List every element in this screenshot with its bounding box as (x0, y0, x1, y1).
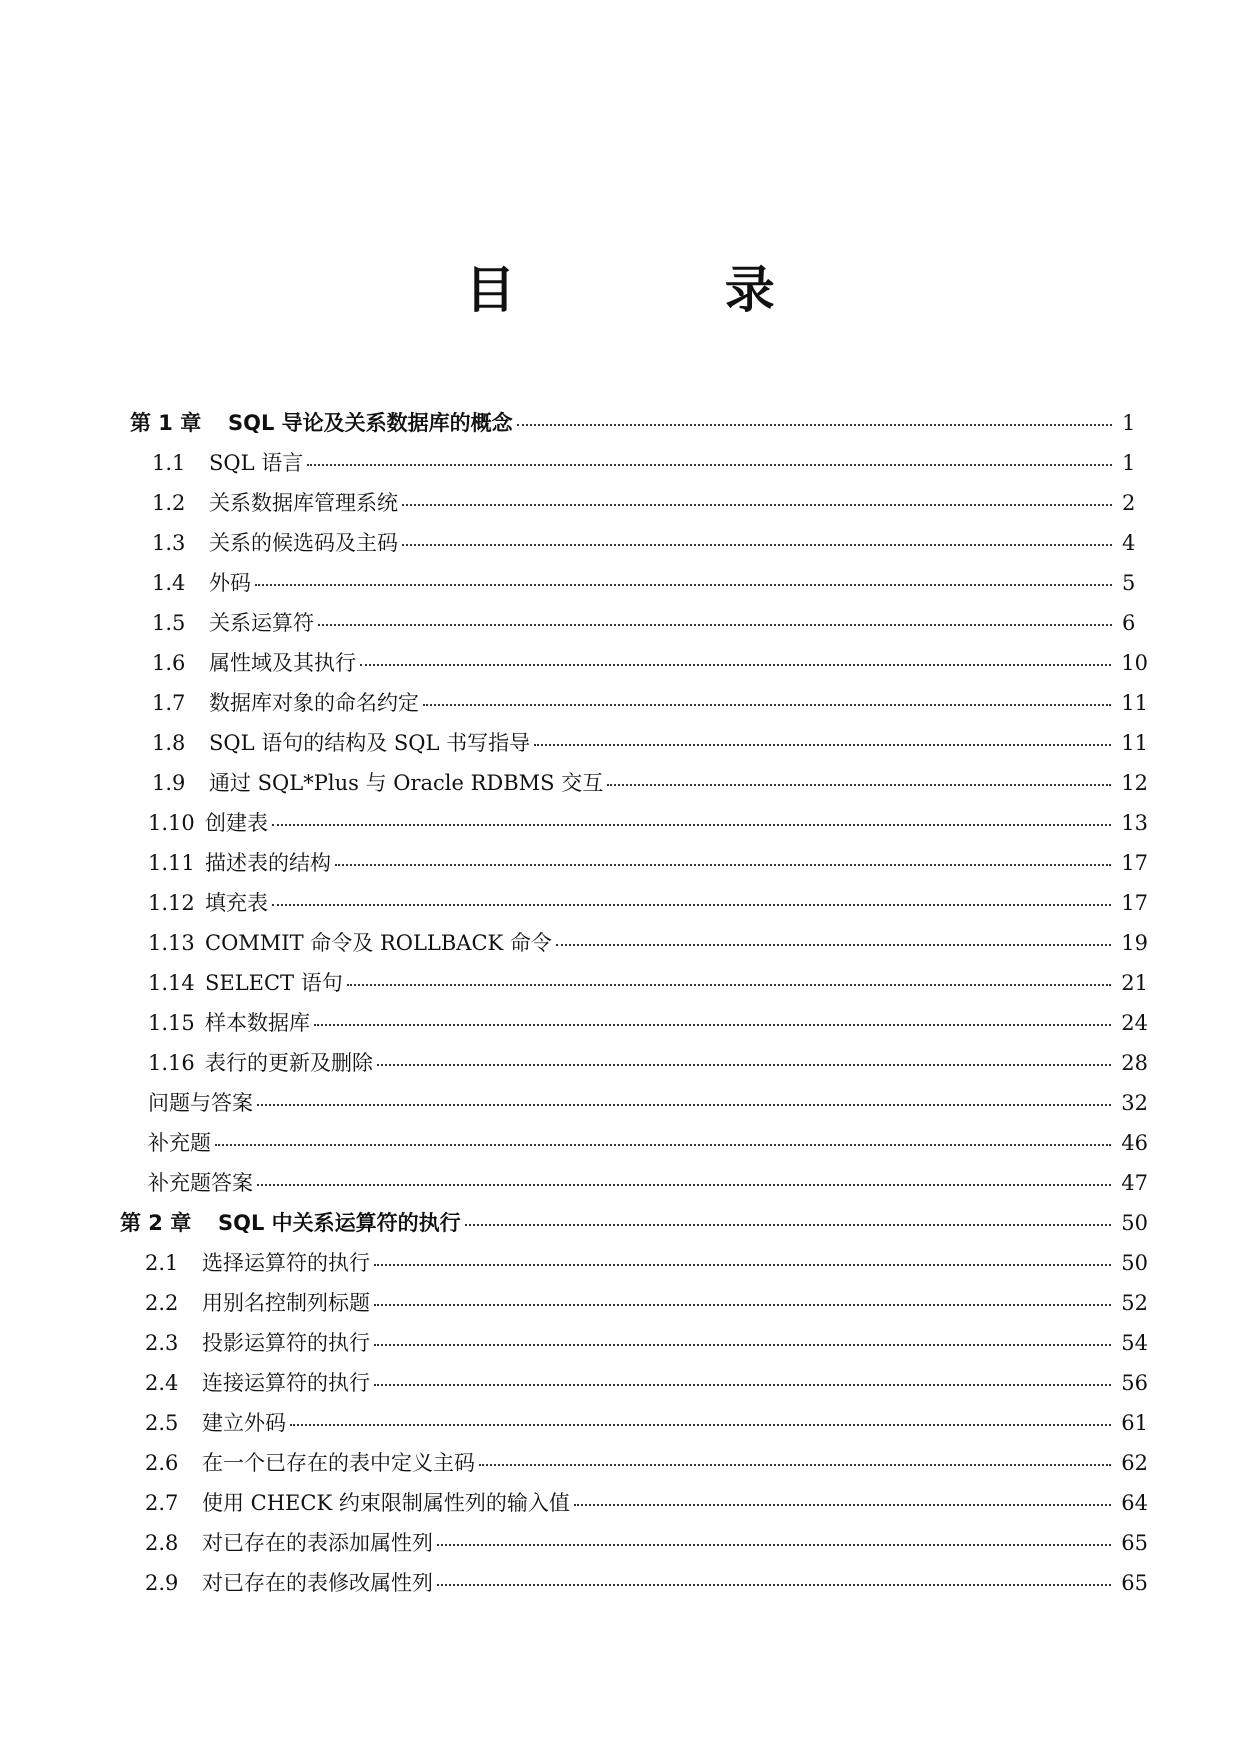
section-number: 1.13 (148, 931, 195, 955)
toc-section-2-7[interactable] (145, 1487, 1148, 1527)
dot-leader (307, 460, 1112, 466)
section-title: 对已存在的表修改属性列 (202, 1571, 433, 1595)
page-number: 13 (1121, 811, 1148, 835)
section-number: 1.15 (148, 1011, 195, 1035)
section-number: 2.6 (145, 1451, 179, 1475)
chapter-title: SQL 导论及关系数据库的概念 (228, 411, 513, 435)
toc-section-1-5[interactable] (152, 607, 1148, 647)
section-number: 1.9 (152, 771, 186, 795)
dot-leader (423, 700, 1111, 706)
dot-leader (374, 1380, 1111, 1386)
toc-section-1-14[interactable] (148, 967, 1148, 1007)
dot-leader (607, 780, 1111, 786)
page-number: 17 (1121, 891, 1148, 915)
toc-section-1-13[interactable] (148, 927, 1148, 967)
dot-leader (556, 940, 1111, 946)
toc-section-2-4[interactable] (145, 1367, 1148, 1407)
chapter-number: 第 1 章 (130, 411, 202, 435)
section-number: 1.1 (152, 451, 186, 475)
section-title: 投影运算符的执行 (202, 1331, 370, 1355)
page-number: 19 (1121, 931, 1148, 955)
page-number: 54 (1121, 1331, 1148, 1355)
entry-title: 问题与答案 (148, 1091, 253, 1115)
page-number: 17 (1121, 851, 1148, 875)
toc-section-2-3[interactable] (145, 1327, 1148, 1367)
toc-questions-answers[interactable] (148, 1087, 1148, 1127)
dot-leader (402, 500, 1112, 506)
dot-leader (374, 1260, 1111, 1266)
toc-section-2-8[interactable] (145, 1527, 1148, 1567)
page-number: 56 (1121, 1371, 1148, 1395)
page-title: 目 录 (465, 261, 871, 319)
section-number: 2.1 (145, 1251, 179, 1275)
toc-section-2-2[interactable] (145, 1287, 1148, 1327)
section-number: 2.9 (145, 1571, 179, 1595)
section-title: 通过 SQL*Plus 与 Oracle RDBMS 交互 (209, 771, 604, 795)
section-title: 创建表 (205, 811, 268, 835)
section-title: SQL 语句的结构及 SQL 书写指导 (209, 731, 531, 755)
toc-section-1-9[interactable] (152, 767, 1148, 807)
dot-leader (314, 1020, 1111, 1026)
toc-supplementary-problems[interactable] (148, 1127, 1148, 1167)
dot-leader (255, 580, 1112, 586)
dot-leader (272, 900, 1111, 906)
section-title: 外码 (209, 571, 251, 595)
section-number: 2.4 (145, 1371, 179, 1395)
dot-leader (437, 1580, 1111, 1586)
page-number: 1 (1122, 451, 1136, 475)
section-title: 选择运算符的执行 (202, 1251, 370, 1275)
page-number: 24 (1121, 1011, 1148, 1035)
entry-title: 补充题答案 (148, 1171, 253, 1195)
section-title: 样本数据库 (205, 1011, 310, 1035)
page-number: 6 (1122, 611, 1136, 635)
section-title: 对已存在的表添加属性列 (202, 1531, 433, 1555)
toc-section-1-12[interactable] (148, 887, 1148, 927)
section-title: 在一个已存在的表中定义主码 (202, 1451, 475, 1475)
section-title: 表行的更新及删除 (205, 1051, 373, 1075)
toc-section-1-10[interactable] (148, 807, 1148, 847)
section-number: 1.3 (152, 531, 186, 555)
page-number: 28 (1121, 1051, 1148, 1075)
page-number: 11 (1121, 731, 1148, 755)
toc-chapter-2[interactable] (120, 1207, 1148, 1247)
toc-section-1-6[interactable] (152, 647, 1148, 687)
section-number: 1.6 (152, 651, 186, 675)
page-number: 65 (1121, 1531, 1148, 1555)
toc-section-1-11[interactable] (148, 847, 1148, 887)
section-number: 2.3 (145, 1331, 179, 1355)
page-number: 5 (1122, 571, 1136, 595)
section-title: 描述表的结构 (205, 851, 331, 875)
section-number: 1.2 (152, 491, 186, 515)
section-title: 属性域及其执行 (209, 651, 356, 675)
section-number: 2.8 (145, 1531, 179, 1555)
section-title: 关系数据库管理系统 (209, 491, 398, 515)
section-title: SELECT 语句 (205, 971, 343, 995)
toc-section-2-5[interactable] (145, 1407, 1148, 1447)
page-number: 11 (1121, 691, 1148, 715)
section-number: 1.4 (152, 571, 186, 595)
section-number: 1.8 (152, 731, 186, 755)
chapter-number: 第 2 章 (120, 1211, 192, 1235)
page-number: 1 (1122, 411, 1136, 435)
section-number: 1.14 (148, 971, 195, 995)
section-title: 连接运算符的执行 (202, 1371, 370, 1395)
dot-leader (290, 1420, 1111, 1426)
dot-leader (377, 1060, 1111, 1066)
dot-leader (374, 1340, 1111, 1346)
page-number: 32 (1121, 1091, 1148, 1115)
toc-section-2-1[interactable] (145, 1247, 1148, 1287)
section-number: 1.12 (148, 891, 195, 915)
dot-leader (574, 1500, 1111, 1506)
section-number: 1.7 (152, 691, 186, 715)
toc-chapter-1[interactable] (130, 407, 1148, 447)
section-number: 2.5 (145, 1411, 179, 1435)
toc-section-1-8[interactable] (152, 727, 1148, 767)
page-number: 2 (1122, 491, 1136, 515)
toc-section-2-9[interactable] (145, 1567, 1148, 1607)
page-number: 61 (1121, 1411, 1148, 1435)
dot-leader (215, 1140, 1111, 1146)
section-title: 建立外码 (202, 1411, 286, 1435)
toc-section-1-7[interactable] (152, 687, 1148, 727)
section-title: 关系运算符 (209, 611, 314, 635)
page-number: 46 (1121, 1131, 1148, 1155)
dot-leader (257, 1180, 1111, 1186)
dot-leader (402, 540, 1112, 546)
page-number: 4 (1122, 531, 1136, 555)
page-number: 47 (1121, 1171, 1148, 1195)
section-title: 用别名控制列标题 (202, 1291, 370, 1315)
toc-supplementary-answers[interactable] (148, 1167, 1148, 1207)
dot-leader (272, 820, 1111, 826)
dot-leader (257, 1100, 1111, 1106)
page-number: 52 (1121, 1291, 1148, 1315)
section-number: 2.7 (145, 1491, 179, 1515)
section-title: 关系的候选码及主码 (209, 531, 398, 555)
page-number: 64 (1121, 1491, 1148, 1515)
section-title: 填充表 (205, 891, 268, 915)
section-number: 1.5 (152, 611, 186, 635)
dot-leader (318, 620, 1112, 626)
dot-leader (479, 1460, 1111, 1466)
page-number: 10 (1121, 651, 1148, 675)
section-title: COMMIT 命令及 ROLLBACK 命令 (205, 931, 552, 955)
toc-section-1-16[interactable] (148, 1047, 1148, 1087)
dot-leader (360, 660, 1111, 666)
dot-leader (465, 1220, 1112, 1226)
toc-section-1-15[interactable] (148, 1007, 1148, 1047)
section-number: 1.16 (148, 1051, 195, 1075)
section-number: 1.10 (148, 811, 195, 835)
toc-section-2-6[interactable] (145, 1447, 1148, 1487)
dot-leader (374, 1300, 1111, 1306)
dot-leader (347, 980, 1112, 986)
toc-section-1-2[interactable] (152, 487, 1148, 527)
section-title: 使用 CHECK 约束限制属性列的输入值 (202, 1491, 570, 1515)
section-title: SQL 语言 (209, 451, 304, 475)
chapter-title: SQL 中关系运算符的执行 (218, 1211, 461, 1235)
toc-section-1-3[interactable] (152, 527, 1148, 567)
page-number: 65 (1121, 1571, 1148, 1595)
page-number: 12 (1121, 771, 1148, 795)
toc-section-1-1[interactable] (152, 447, 1148, 487)
section-title: 数据库对象的命名约定 (209, 691, 419, 715)
dot-leader (517, 420, 1112, 426)
dot-leader (534, 740, 1111, 746)
entry-title: 补充题 (148, 1131, 211, 1155)
section-number: 1.11 (148, 851, 195, 875)
page-number: 21 (1121, 971, 1148, 995)
page-number: 62 (1121, 1451, 1148, 1475)
dot-leader (335, 860, 1111, 866)
toc-section-1-4[interactable] (152, 567, 1148, 607)
dot-leader (437, 1540, 1111, 1546)
page-number: 50 (1121, 1251, 1148, 1275)
page-number: 50 (1121, 1211, 1148, 1235)
section-number: 2.2 (145, 1291, 179, 1315)
